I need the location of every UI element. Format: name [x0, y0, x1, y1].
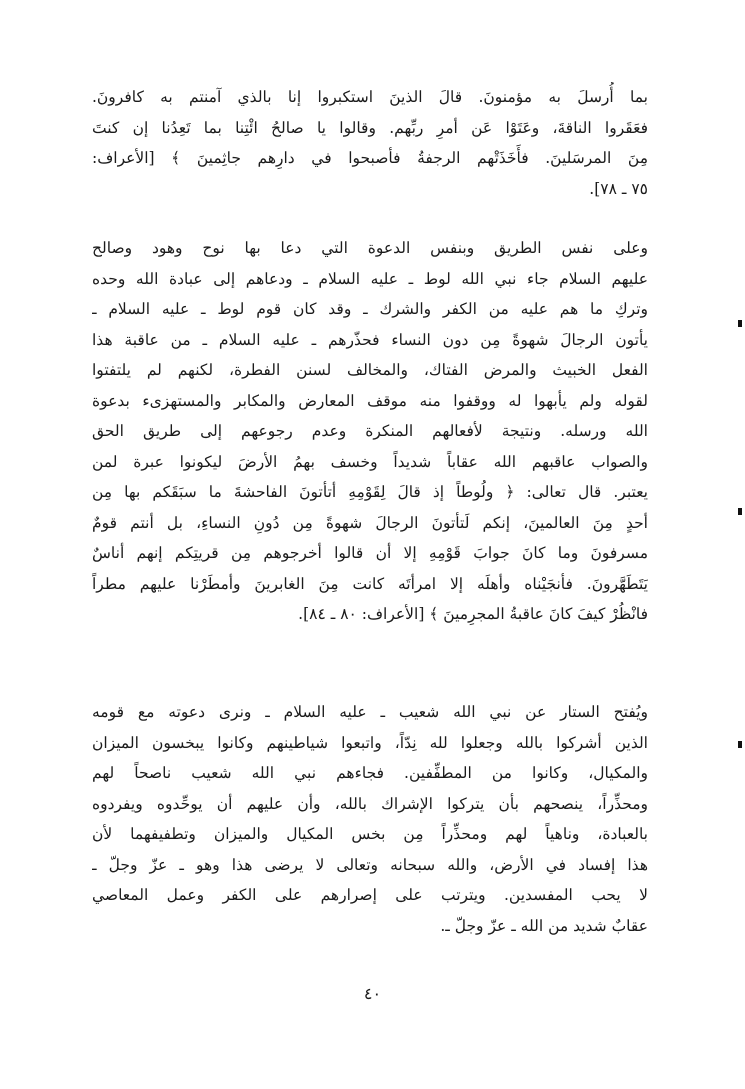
text-line: ويُفتح الستار عن نبي الله شعيب ـ عليه السلام ـ ونرى دعوته مع قومه — [92, 703, 648, 721]
text-line: لا يحب المفسدين. ويترتب على إصرارهم على الكفر وعمل المعاصي — [92, 886, 648, 904]
text-line: الذين أشركوا بالله وجعلوا لله نِدّاً، واتبعوا شياطينهم وكانوا يبخسون الميزان — [92, 733, 648, 752]
text-line: الفعل الخبيث والمرض الفتاك، والمخالف لسنن الفطرة، لكنهم لم يلتفتوا — [92, 361, 648, 379]
text-line: لقوله ولم يأبهوا له ووقفوا منه موقف المعارض والمكابر والمستهزىء بدعوة — [92, 391, 648, 410]
text-line: مسرفونَ وما كانَ جوابَ قَوْمِهِ إلا أن قالوا أخرجوهم مِن قريتِكم إنهم أناسٌ — [92, 544, 648, 562]
text-line: يَتَطَهَّرونَ. فأنجَيْناه وأهلَه إلا امرأتَه كانت مِنَ الغابرينَ وأمطَرْنا عليهم مطراً — [92, 574, 648, 593]
text-line: وعلى نفس الطريق وبنفس الدعوة التي دعا بها نوح وهود وصالح — [92, 239, 648, 257]
text-line: هذا إفساد في الأرض، والله سبحانه وتعالى لا يرضى هذا وهو ـ عزّ وجلّ ـ — [92, 855, 648, 874]
margin-mark — [738, 741, 742, 748]
text-line: عقابٌ شديد من الله ـ عزّ وجلّ ـ. — [440, 916, 648, 935]
text-line: فانْظُرْ كيفَ كانَ عاقبةُ المجرِمينَ ﴾ [الأعراف: ٨٠ ـ ٨٤]. — [298, 605, 648, 623]
paragraph-lut — [92, 233, 648, 630]
paragraph-shuayb — [92, 697, 648, 941]
paragraph-salih-conclusion — [92, 82, 648, 204]
text-line: والمكيال، وكانوا من المطفِّفين. فجاءهم نبي الله شعيب ناصحاً لهم — [92, 764, 648, 782]
text-line: بالعبادة، وناهياً لهم ومحذِّراً مِن بخس المكيال والميزان وتطفيفهما لأن — [92, 825, 648, 843]
text-line: بما أُرسلَ به مؤمنونَ. قالَ الذينَ استكبروا إنا بالذي آمنتم به كافرونَ. — [92, 88, 648, 106]
page-number: ٤٠ — [363, 984, 382, 1003]
text-line: يأتون الرجالَ شهوةً مِن دون النساء فحذّرهم ـ عليه السلام ـ من عاقبة هذا — [92, 330, 648, 349]
margin-mark — [738, 320, 742, 327]
text-line: فعَقَروا الناقةَ، وعَتَوْا عَن أمرِ ربِّهم. وقالوا يا صالحُ ائْتِنا بما تَعِدُنا إن كنتَ — [92, 118, 648, 137]
text-line: أحدٍ مِنَ العالمينَ، إنكم لَتأتونَ الرجالَ شهوةً مِن دُونِ النساءِ، بل أنتم قومٌ — [92, 513, 648, 532]
text-line: عليهم السلام جاء نبي الله لوط ـ عليه السلام ـ ودعاهم إلى عبادة الله وحده — [92, 269, 648, 288]
margin-mark — [738, 508, 742, 515]
text-line: ٧٥ ـ ٧٨]. — [589, 179, 648, 198]
text-line: الله ورسله. ونتيجة لأفعالهم المنكرة وعدم رجوعهم إلى طريق الحق — [92, 422, 648, 440]
text-line: وتركِ ما هم عليه من الكفر والشرك ـ وقد كان قوم لوط ـ عليه السلام ـ — [92, 300, 648, 318]
text-line: ومحذِّراً، ينصحهم بأن يتركوا الإشراك بالله، وأن عليهم أن يوحِّدوه ويفردوه — [92, 794, 648, 813]
text-line: والصواب عاقبهم الله عقاباً شديداً وخسف بهمُ الأرضَ ليكونوا عبرة لمن — [92, 452, 648, 471]
text-line: يعتبر. قال تعالى: ﴿ ولُوطاً إذ قالَ لِقَوْمِهِ أتأتونَ الفاحشةَ ما سبَقَكم بها مِن — [92, 483, 648, 501]
text-line: مِنَ المرسَلينَ. فأَخَذَتْهم الرجفةُ فأصبحوا في دارِهم جاثِمينَ ﴾ [الأعراف: — [92, 149, 648, 167]
